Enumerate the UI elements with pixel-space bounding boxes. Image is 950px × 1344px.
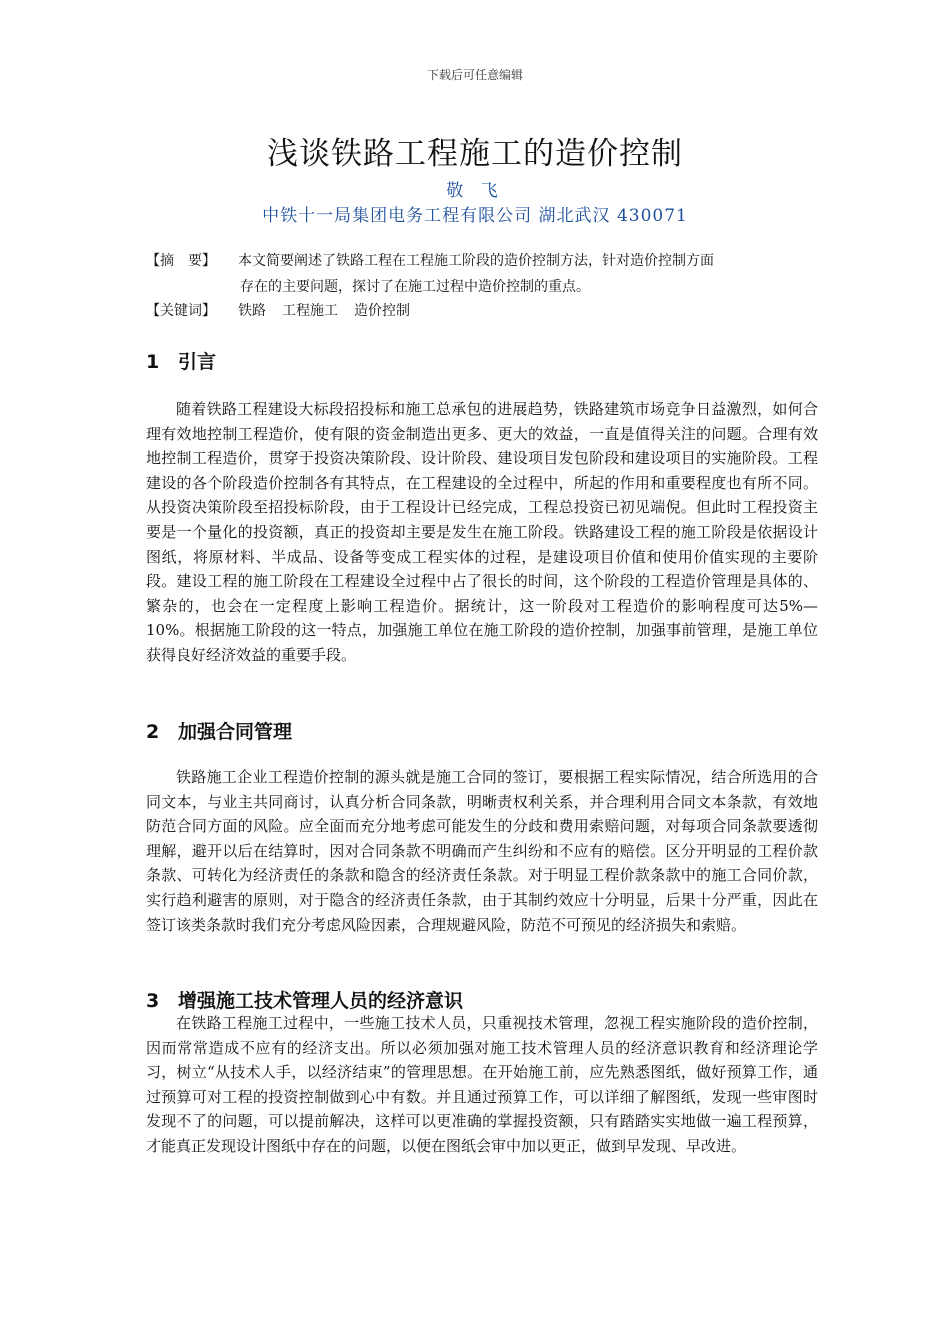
keywords-block — [146, 298, 816, 324]
section-number: 3 — [146, 990, 160, 1012]
abstract-line-2: 存在的主要问题，探讨了在施工过程中造价控制的重点。 — [240, 279, 590, 295]
keyword: 工程施工 — [282, 303, 338, 319]
keyword: 铁路 — [238, 303, 266, 319]
keyword: 造价控制 — [354, 303, 410, 319]
section-paragraph-3: 在铁路工程施工过程中，一些施工技术人员，只重视技术管理，忽视工程实施阶段的造价控制，因而常常造成不应有的经济支出。所以必须加强对施工技术管理人员的经济意识教育和经济理论学习，树立“从技术人手，以经济结束”的管理思想。在开始施工前，应先熟悉图纸，做好预算工作，通过预算可对工程的投资控制做到心中有数。并且通过预算工作，可以详细了解图纸，发现一些审图时发现不了的问题，可以提前解决，这样可以更准确的掌握投资额，只有踏踏实实地做一遍工程预算，才能真正发现设计图纸中存在的问题，以便在图纸会审中加以更正，做到早发现、早改进。 — [146, 1014, 818, 1155]
abstract-block — [146, 248, 816, 300]
section-paragraph-1: 随着铁路工程建设大标段招投标和施工总承包的进展趋势，铁路建筑市场竞争日益激烈，如何合理有效地控制工程造价，使有限的资金制造出更多、更大的效益，一直是值得关注的问题。合理有效地控制工程造价，贯穿于投资决策阶段、设计阶段、建设项目发包阶段和建设项目的实施阶段。工程建设的各个阶段造价控制各有其特点，在工程建设的全过程中，所起的作用和重要程度也有所不同。从投资决策阶段至招投标阶段，由于工程设计已经完成，工程总投资已初见端倪。但此时工程投资主要是一个量化的投资额，真正的投资却主要是发生在施工阶段。铁路建设工程的施工阶段是依据设计图纸，将原材料、半成品、设备等变成工程实体的过程，是建设项目价值和使用价值实现的主要阶段。建设工程的施工阶段在工程建设全过程中占了很长的时间，这个阶段的工程造价管理是具体的、繁杂的，也会在一定程度上影响工程造价。据统计，这一阶段对工程造价的影响程度可达5%—10%。根据施工阶段的这一特点，加强施工单位在施工阶段的造价控制，加强事前管理，是施工单位获得良好经济效益的重要手段。 — [146, 400, 818, 664]
section-heading-1 — [146, 347, 216, 374]
section-heading-3 — [146, 986, 463, 1013]
section-number: 2 — [146, 721, 160, 743]
section-heading-2 — [146, 717, 292, 744]
section-title: 增强施工技术管理人员的经济意识 — [178, 990, 464, 1012]
section-number: 1 — [146, 351, 160, 373]
section-title: 引言 — [178, 351, 217, 373]
section-paragraph-2: 铁路施工企业工程造价控制的源头就是施工合同的签订，要根据工程实际情况，结合所选用的合同文本，与业主共同商讨，认真分析合同条款，明晰责权利关系，并合理利用合同文本条款，有效地防范合同方面的风险。应全面而充分地考虑可能发生的分歧和费用索赔问题，对每项合同条款要透彻理解，避开以后在结算时，因对合同条款不明确而产生纠纷和不应有的赔偿。区分开明显的工程价款条款、可转化为经济责任的条款和隐含的经济责任条款。对于明显工程价款条款中的施工合同价款，实行趋利避害的原则，对于隐含的经济责任条款，由于其制约效应十分明显，后果十分严重，因此在签订该类条款时我们充分考虑风险因素，合理规避风险，防范不可预见的经济损失和索赔。 — [146, 768, 818, 934]
page-title: 浅谈铁路工程施工的造价控制 — [267, 136, 683, 172]
section-title: 加强合同管理 — [178, 721, 293, 743]
abstract-text-1: 本文简要阐述了铁路工程在工程施工阶段的造价控制方法，针对造价控制方面 — [238, 253, 714, 269]
keywords-label: 【关键词】 — [146, 303, 216, 319]
affiliation: 中铁十一局集团电务工程有限公司 湖北武汉 430071 — [262, 206, 688, 226]
header-note: 下载后可任意编辑 — [426, 68, 523, 82]
author: 敬 飞 — [446, 181, 504, 201]
abstract-label: 【摘 要】 — [146, 253, 216, 269]
abstract-line-1 — [146, 248, 816, 274]
